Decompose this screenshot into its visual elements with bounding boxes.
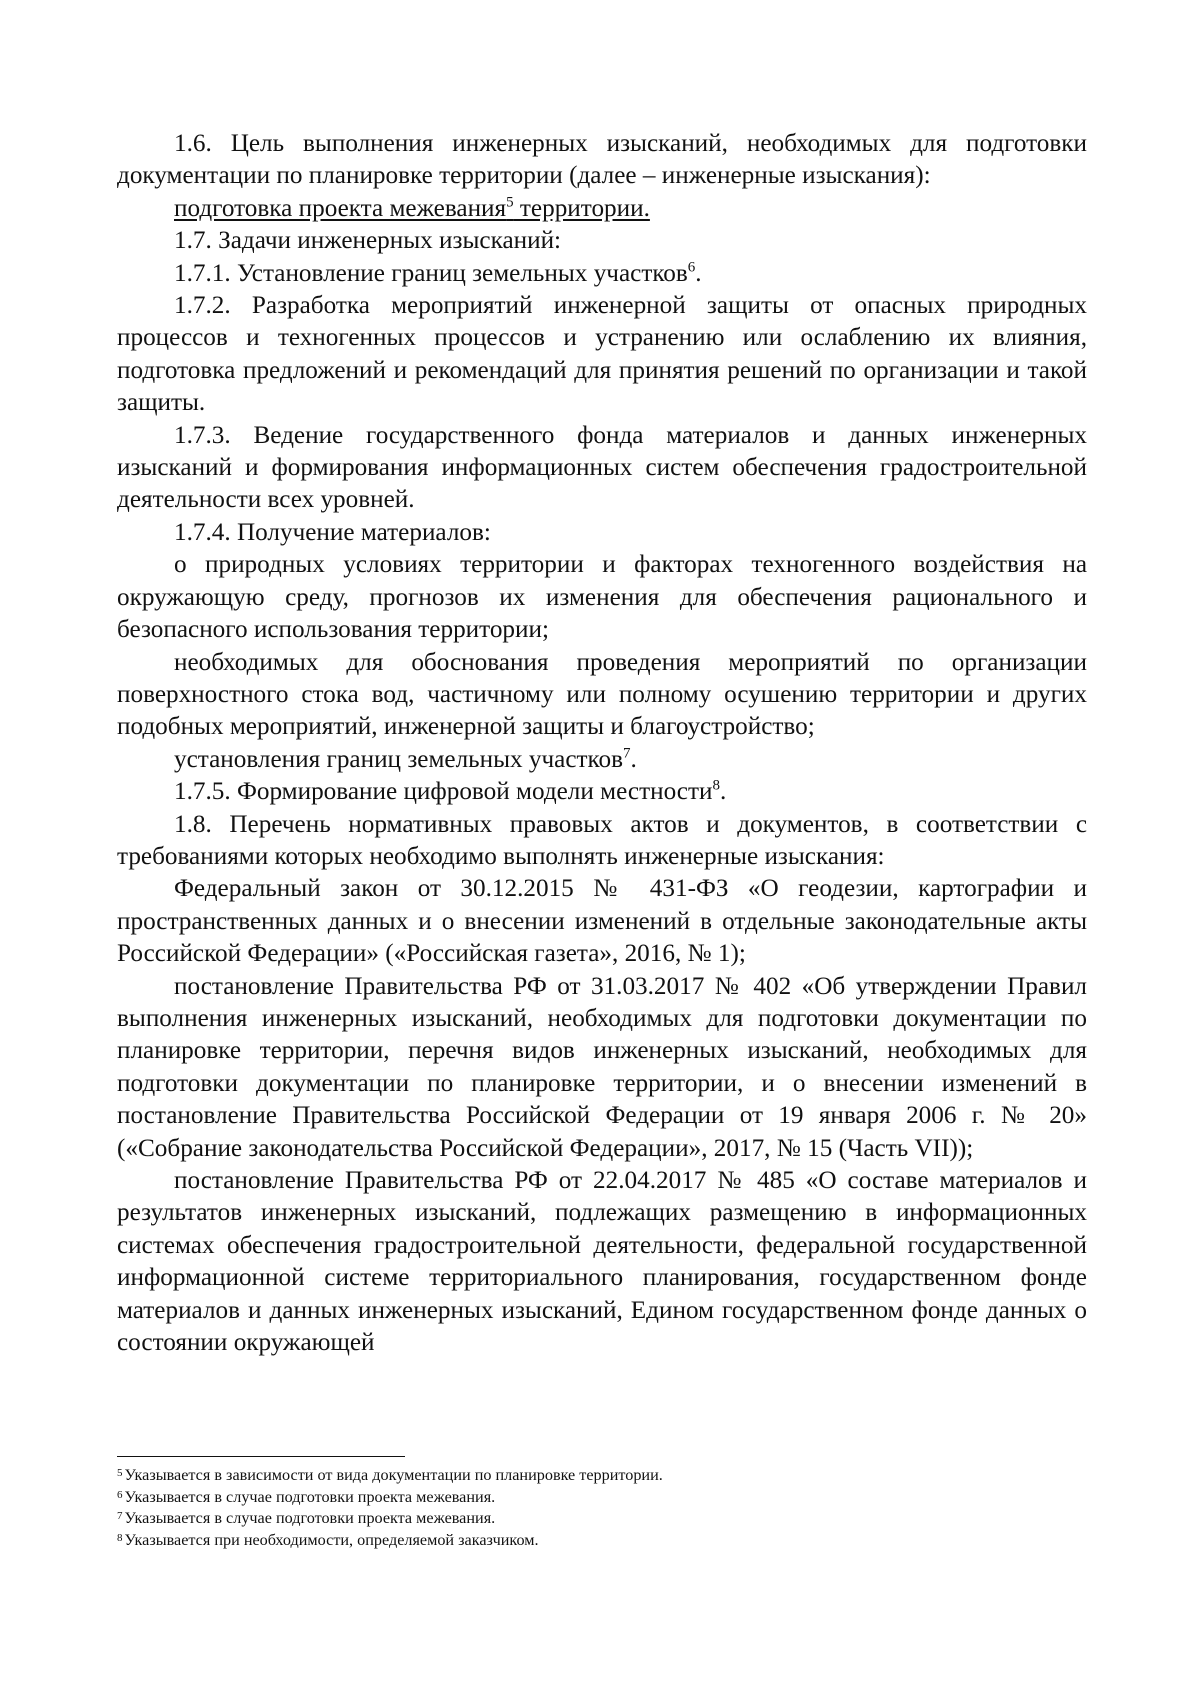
- paragraph-federal-law: Федеральный закон от 30.12.2015 № 431-ФЗ «О геодезии, картографии и пространственных данных и о внесении изменений в отдельные законодательные акты Российской Федерации» («Российская газета», 2016, № 1);: [117, 875, 1087, 968]
- footnote-8: [117, 1530, 1087, 1552]
- document-body: [117, 128, 1087, 1359]
- footnote-number: 6: [117, 1488, 123, 1501]
- paragraph-1-7-5-end: .: [719, 778, 727, 806]
- paragraph-surface-runoff: необходимых для обоснования проведения мероприятий по организации поверхностного стока вод, частичному или полному осушению территории и других подобных мероприятий, инженерной защиты и благоустройство;: [117, 648, 1087, 741]
- paragraph-1-7-1-text: 1.7.1. Установление границ земельных участков: [174, 259, 688, 287]
- footnote-number: 8: [117, 1531, 123, 1544]
- paragraph-decree-402: постановление Правительства РФ от 31.03.2017 № 402 «Об утверждении Правил выполнения инженерных изысканий, необходимых для подготовки документации по планировке территории, перечня видов инженерных изысканий, необходимых для подготовки документации по планировке территории, и о внесении изменений в постановление Правительства Российской Федерации от 19 января 2006 г. № 20» («Собрание законодательства Российской Федерации», 2017, № 15 (Часть VII));: [117, 972, 1087, 1162]
- paragraph-1-7: 1.7. Задачи инженерных изысканий:: [174, 227, 562, 255]
- footnotes: [117, 1465, 1087, 1551]
- footnote-separator: [117, 1456, 405, 1457]
- paragraph-1-7-4: 1.7.4. Получение материалов:: [174, 518, 491, 546]
- footnote-text: Указывается в случае подготовки проекта межевания.: [124, 1487, 496, 1506]
- paragraph-1-8: 1.8. Перечень нормативных правовых актов и документов, в соответствии с требованиями которых необходимо выполнять инженерные изыскания:: [117, 810, 1087, 870]
- footnote-ref-5: 5: [506, 194, 514, 211]
- land-boundaries-end: .: [630, 745, 637, 773]
- footnote-ref-8: 8: [712, 777, 720, 794]
- paragraph-1-7-1-end: .: [695, 259, 702, 287]
- paragraph-1-7-5: [117, 776, 1087, 808]
- footnote-number: 7: [117, 1510, 123, 1522]
- footnote-ref-6: 6: [687, 259, 696, 276]
- footnote-7: [117, 1508, 1087, 1530]
- paragraph-1-7-2: 1.7.2. Разработка мероприятий инженерной защиты от опасных природных процессов и техногенных процессов и устранению или ослаблению их влияния, подготовка предложений и рекомендаций для принятия решений по организации и такой защиты.: [117, 292, 1087, 417]
- goal-text: подготовка проекта межевания: [174, 194, 507, 222]
- paragraph-land-boundaries: [117, 744, 1087, 776]
- paragraph-natural-conditions: о природных условиях территории и факторах техногенного воздействия на окружающую среду, прогнозов их изменения для обеспечения рационального и безопасного использования территории;: [117, 551, 1087, 644]
- paragraph-1-7-5-text: 1.7.5. Формирование цифровой модели местности: [174, 778, 713, 806]
- goal-text-end: территории.: [513, 194, 650, 222]
- footnote-text: Указывается в зависимости от вида документации по планировке территории.: [124, 1466, 663, 1484]
- footnote-number: 5: [117, 1467, 123, 1479]
- underlined-goal: [174, 195, 650, 222]
- paragraph-survey-goal: [117, 193, 1087, 225]
- footnote-5: [117, 1465, 1087, 1487]
- paragraph-1-7-3: 1.7.3. Ведение государственного фонда материалов и данных инженерных изысканий и формирования информационных систем обеспечения градостроительной деятельности всех уровней.: [117, 421, 1087, 514]
- land-boundaries-text: установления границ земельных участков: [174, 745, 623, 773]
- paragraph-1-7-1: [117, 258, 1087, 290]
- paragraph-1-6: 1.6. Цель выполнения инженерных изысканий, необходимых для подготовки документации по планировке территории (далее – инженерные изыскания):: [117, 130, 1087, 190]
- paragraph-decree-485: постановление Правительства РФ от 22.04.2017 № 485 «О составе материалов и результатов инженерных изысканий, подлежащих размещению в информационных системах обеспечения градостроительной деятельности, федеральной государственной информационной системе территориального планирования, государственном фонде материалов и данных инженерных изысканий, Едином государственном фонде данных о состоянии окружающей: [117, 1167, 1087, 1357]
- footnote-6: [117, 1487, 1087, 1509]
- footnote-ref-7: 7: [623, 745, 631, 762]
- footnote-text: Указывается в случае подготовки проекта межевания.: [124, 1509, 496, 1527]
- footnote-text: Указывается при необходимости, определяемой заказчиком.: [124, 1530, 539, 1549]
